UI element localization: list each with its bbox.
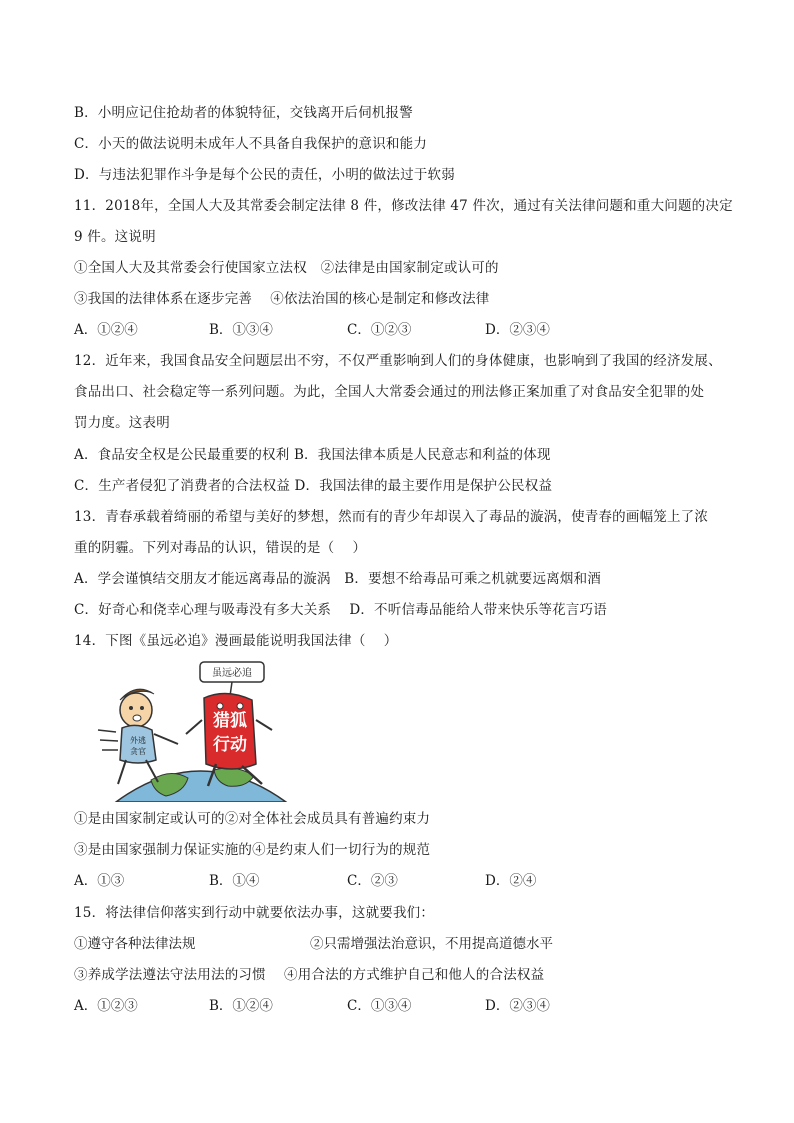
q10-option-c: C．小天的做法说明未成年人不具备自我保护的意识和能力 (74, 136, 428, 152)
q13-stem-line-1: 13．青春承载着绮丽的希望与美好的梦想，然而有的青少年却误入了毒品的漩涡，使青春的画幅笼上了浓 (74, 509, 709, 525)
q15-statements-3-4: ③养成学法遵法守法用法的习惯 ④用合法的方式维护自己和他人的合法权益 (74, 967, 545, 983)
cartoon-sign-text: 虽远必追 (212, 668, 252, 679)
q11-option-a: A．①②④ (74, 322, 138, 338)
q11-stem-line-2: 9 件。这说明 (74, 229, 156, 245)
q14-statements-2: ③是由国家强制力保证实施的④是约束人们一切行为的规范 (74, 842, 431, 858)
q10-option-b: B．小明应记住抢劫者的体貌特征，交钱离开后伺机报警 (74, 105, 413, 121)
shirt-label-2: 贪官 (130, 747, 146, 756)
q13-options-cd: C．好奇心和侥幸心理与吸毒没有多大关系 D．不听信毒品能给人带来快乐等花言巧语 (74, 602, 607, 618)
q12-stem-line-2: 食品出口、社会稳定等一系列问题。为此，全国人大常委会通过的刑法修正案加重了对食品安全犯罪的处 (74, 384, 705, 400)
banner-text-2: 行动 (213, 735, 247, 755)
q15-stem: 15．将法律信仰落实到行动中就要依法办事，这就要我们： (74, 905, 435, 921)
q11-statements-1: ①全国人大及其常委会行使国家立法权 ②法律是由国家制定或认可的 (74, 260, 499, 276)
q15-option-b: B．①②④ (209, 998, 273, 1014)
q13-stem-line-2: 重的阴霾。下列对毒品的认识，错误的是（ ） (74, 540, 367, 556)
q14-statements-1: ①是由国家制定或认可的②对全体社会成员具有普遍约束力 (74, 811, 431, 827)
q12-options-cd: C．生产者侵犯了消费者的合法权益 D．我国法律的最主要作用是保护公民权益 (74, 478, 553, 494)
q12-stem-line-3: 罚力度。这表明 (74, 415, 170, 431)
q15-statement-1: ①遵守各种法律法规 (74, 936, 196, 952)
q12-options-ab: A．食品安全权是公民最重要的权利 B．我国法律本质是人民意志和利益的体现 (74, 447, 551, 463)
q11-option-c: C．①②③ (347, 322, 412, 338)
q15-option-d: D．②③④ (485, 998, 550, 1014)
q11-option-d: D．②③④ (485, 322, 550, 338)
q12-stem-line-1: 12．近年来，我国食品安全问题层出不穷，不仅严重影响到人们的身体健康，也影响到了我国的经济发展、 (74, 353, 722, 369)
banner-text-1: 猎狐 (213, 711, 247, 731)
q14-option-b: B．①④ (209, 873, 260, 889)
q15-option-c: C．①③④ (347, 998, 412, 1014)
q10-option-d: D．与违法犯罪作斗争是每个公民的责任，小明的做法过于软弱 (74, 167, 455, 183)
q11-stem-line-1: 11．2018年，全国人大及其常委会制定法律 8 件，修改法律 47 件次，通过有关法律问题和重大问题的决定 (74, 198, 733, 214)
q13-options-ab: A．学会谨慎结交朋友才能远离毒品的漩涡 B．要想不给毒品可乘之机就要远离烟和酒 (74, 571, 601, 587)
q15-option-a: A．①②③ (74, 998, 138, 1014)
q11-option-b: B．①③④ (209, 322, 273, 338)
q15-statement-2: ②只需增强法治意识，不用提高道德水平 (310, 936, 553, 952)
q14-option-a: A．①③ (74, 873, 125, 889)
cartoon-illustration (96, 660, 304, 802)
q11-statements-2: ③我国的法律体系在逐步完善 ④依法治国的核心是制定和修改法律 (74, 291, 490, 307)
q14-option-d: D．②④ (485, 873, 537, 889)
q14-option-c: C．②③ (347, 873, 398, 889)
shirt-label-1: 外逃 (130, 736, 146, 745)
q14-stem: 14．下图《虽远必追》漫画最能说明我国法律（ ） (74, 633, 398, 649)
